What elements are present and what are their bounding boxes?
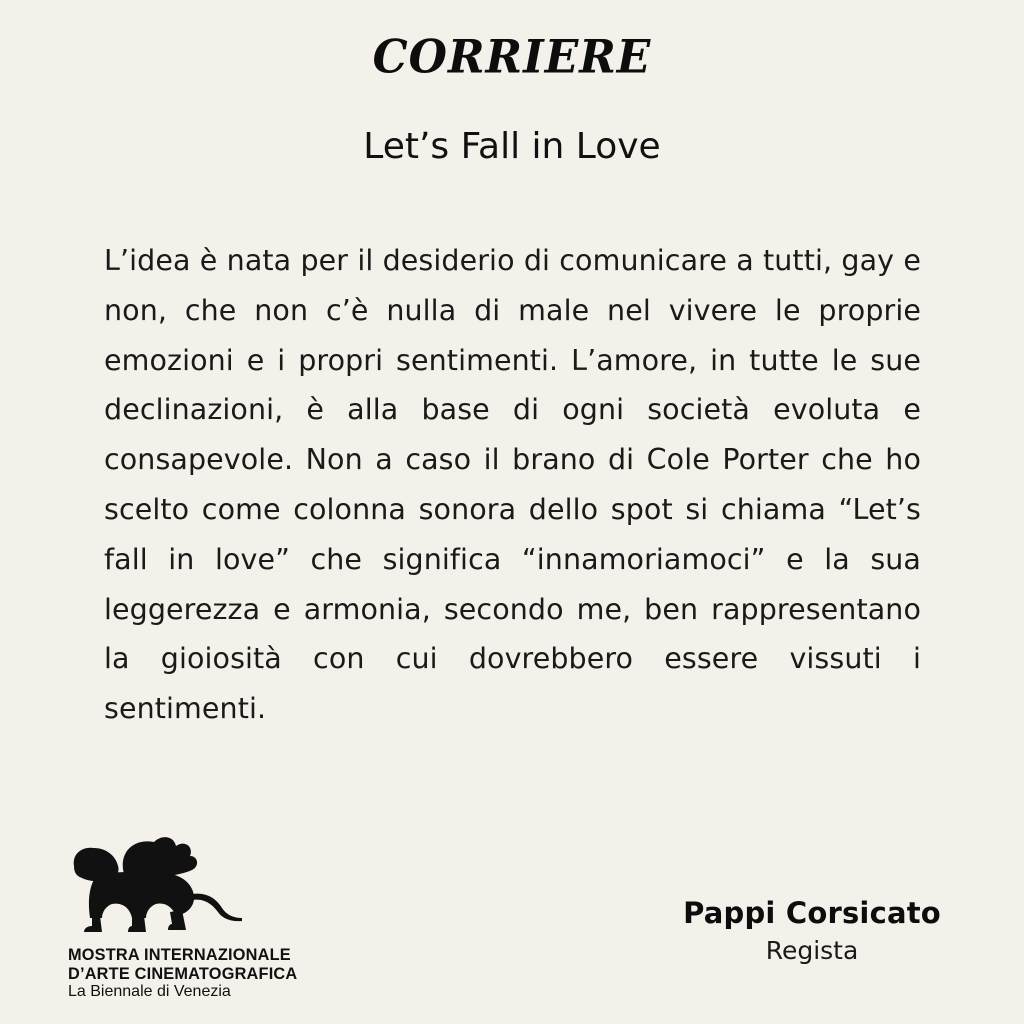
festival-logo	[66, 832, 326, 1012]
signature-block	[652, 896, 972, 965]
page-title: Let’s Fall in Love	[363, 126, 661, 167]
logo-text-line-1: MOSTRA INTERNAZIONALE	[68, 945, 291, 964]
quote-text: L’idea è nata per il desiderio di comunicare a tutti, gay e non, che non c’è nulla di male nel vivere le proprie emozioni e i propri sentimenti. L’amore, in tutte le sue declinazioni, è alla base di ogni società evoluta e consapevole. Non a caso il brano di Cole Porter che ho scelto come colonna sonora dello spot si chiama “Let’s fall in love” che significa “innamoriamoci” e la sua leggerezza e armonia, secondo me, ben rappresentano la gioiosità con cui dovrebbero essere vissuti i sentimenti.	[104, 244, 921, 726]
masthead-logo: CORRIERE	[372, 30, 652, 85]
logo-text-line-3: La Biennale di Venezia	[68, 983, 231, 1000]
author-role: Regista	[765, 936, 859, 965]
author-name: Pappi Corsicato	[683, 896, 941, 930]
winged-lion-icon	[66, 832, 246, 937]
logo-text-line-2: D’ARTE CINEMATOGRAFICA	[68, 964, 298, 983]
